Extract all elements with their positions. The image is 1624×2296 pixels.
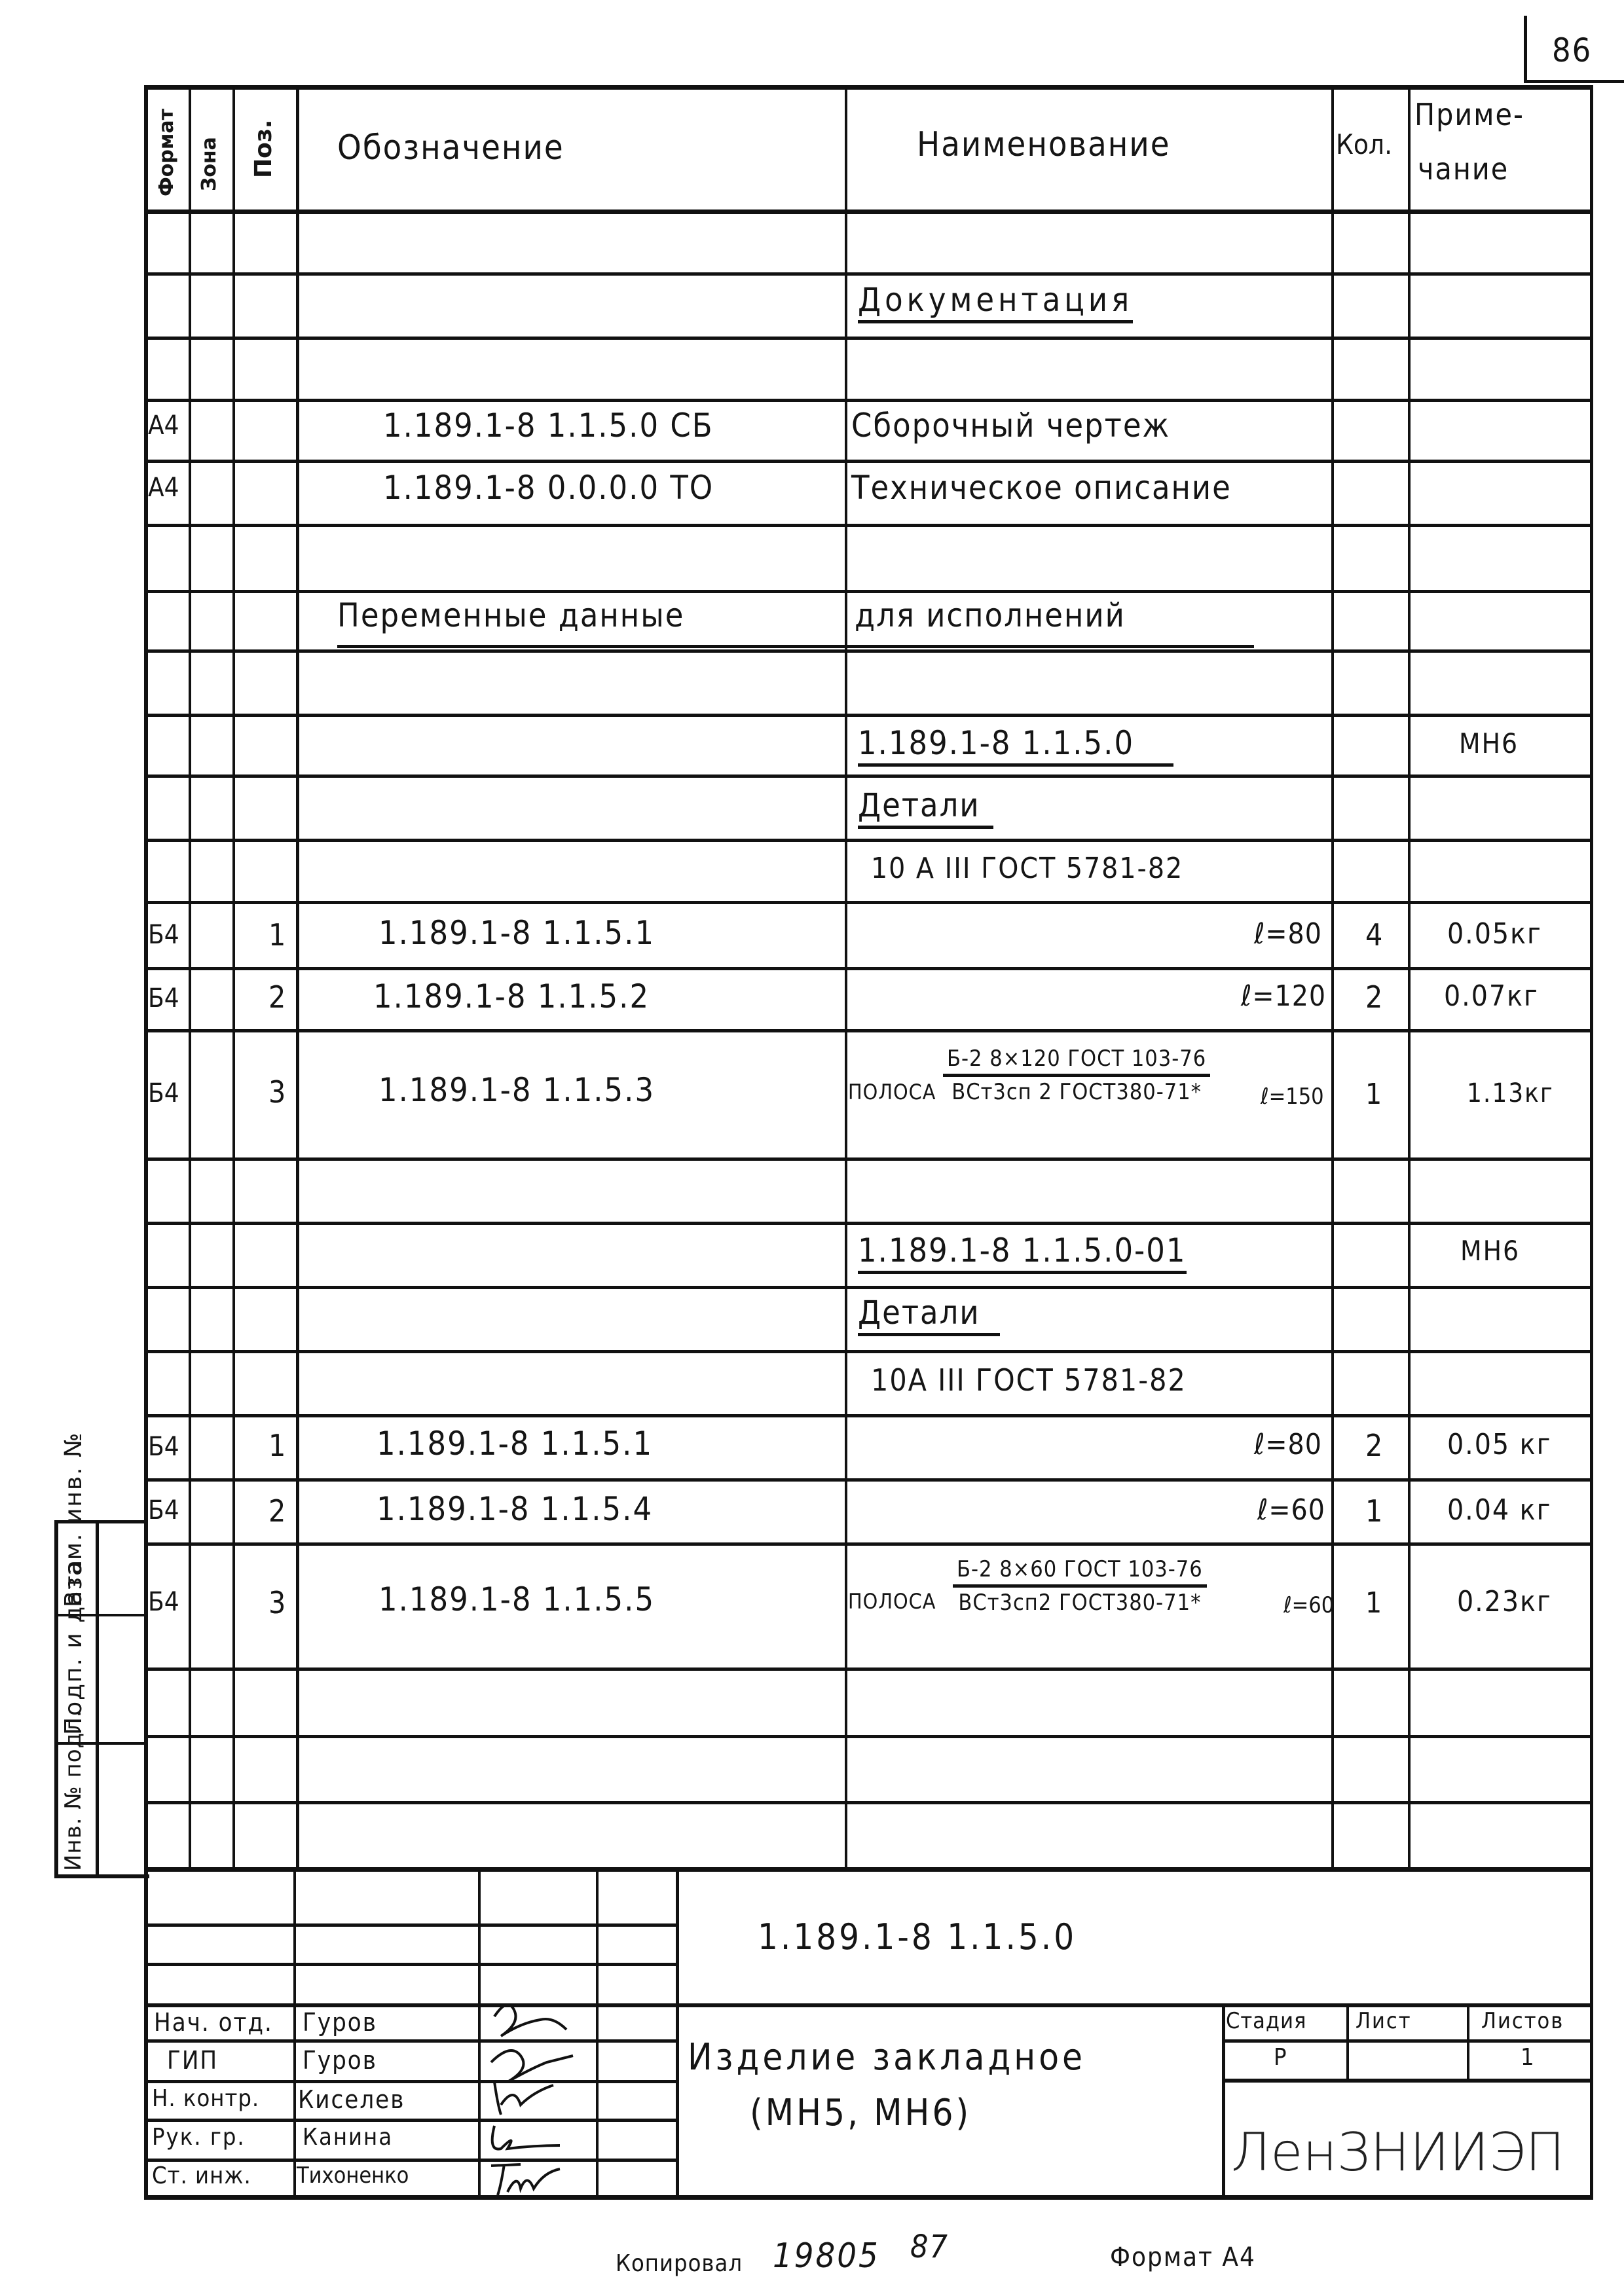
copied-number-2: 87 — [910, 2229, 949, 2265]
row-name: Техническое описание — [851, 469, 1232, 507]
variant-code: 1.189.1-8 1.1.5.0 — [858, 727, 1173, 767]
header-format: Формат — [155, 109, 178, 196]
section-documentation: Документация — [858, 283, 1133, 323]
header-name: Наименование — [917, 125, 1171, 164]
signature-icon — [481, 2159, 580, 2198]
variant-code: 1.189.1-8 1.1.5.0-01 — [858, 1234, 1187, 1274]
row-name: Сборочный чертеж — [851, 407, 1171, 445]
section-variable-data: Переменные данные для исполнений — [337, 599, 1254, 648]
material-fraction: Б-2 8×60 ГОСТ 103-76 ВСт3сп2 ГОСТ380-71* — [953, 1558, 1207, 1614]
header-note-1: Приме- — [1414, 97, 1524, 132]
stamp-sign-date: Подп. и дата — [60, 1558, 87, 1735]
details-label: Детали — [858, 789, 993, 829]
row-designation: 1.189.1-8 1.1.5.0 СБ — [383, 407, 714, 445]
format-label: Формат А4 — [1110, 2242, 1256, 2272]
title-product-variants: (МН5, МН6) — [750, 2092, 972, 2134]
organization-logo: ЛенЗНИИЭП — [1231, 2122, 1565, 2183]
title-product-name: Изделие закладное — [688, 2036, 1086, 2079]
stage-label: Стадия — [1226, 2008, 1307, 2034]
header-designation: Обозначение — [337, 128, 564, 168]
material: 10А III ГОСТ 5781-82 — [871, 1362, 1187, 1398]
variant-note: МН6 — [1459, 727, 1519, 759]
row-format: А4 — [148, 473, 179, 503]
variant-note: МН6 — [1460, 1235, 1521, 1267]
row-designation: 1.189.1-8 0.0.0.0 ТО — [383, 469, 714, 507]
row-format: А4 — [148, 410, 179, 441]
material-fraction: Б-2 8×120 ГОСТ 103-76 ВСт3сп 2 ГОСТ380-71* — [943, 1048, 1210, 1103]
header-note-2: чание — [1418, 151, 1509, 187]
sheets-label: Листов — [1481, 2008, 1564, 2034]
signature-icon — [481, 2079, 580, 2118]
sheets-value: 1 — [1521, 2044, 1536, 2071]
stage-value: Р — [1274, 2044, 1288, 2071]
title-doc-code: 1.189.1-8 1.1.5.0 — [758, 1916, 1077, 1958]
header-qty: Кол. — [1336, 128, 1393, 160]
signature-icon — [481, 2119, 580, 2159]
header-pos: Поз. — [250, 119, 277, 178]
details-label: Детали — [858, 1296, 1000, 1336]
material: 10 А III ГОСТ 5781-82 — [871, 852, 1184, 885]
header-zone: Зона — [198, 137, 221, 191]
stamp-replace-inv: Взам. инв. № — [60, 1431, 87, 1607]
copied-number: 19805 — [773, 2236, 880, 2276]
stamp-inv-orig: Инв. № подл. — [60, 1709, 86, 1871]
sheet-label: Лист — [1356, 2008, 1412, 2034]
page-number: 86 — [1552, 31, 1593, 69]
copied-label: Копировал — [616, 2250, 743, 2277]
